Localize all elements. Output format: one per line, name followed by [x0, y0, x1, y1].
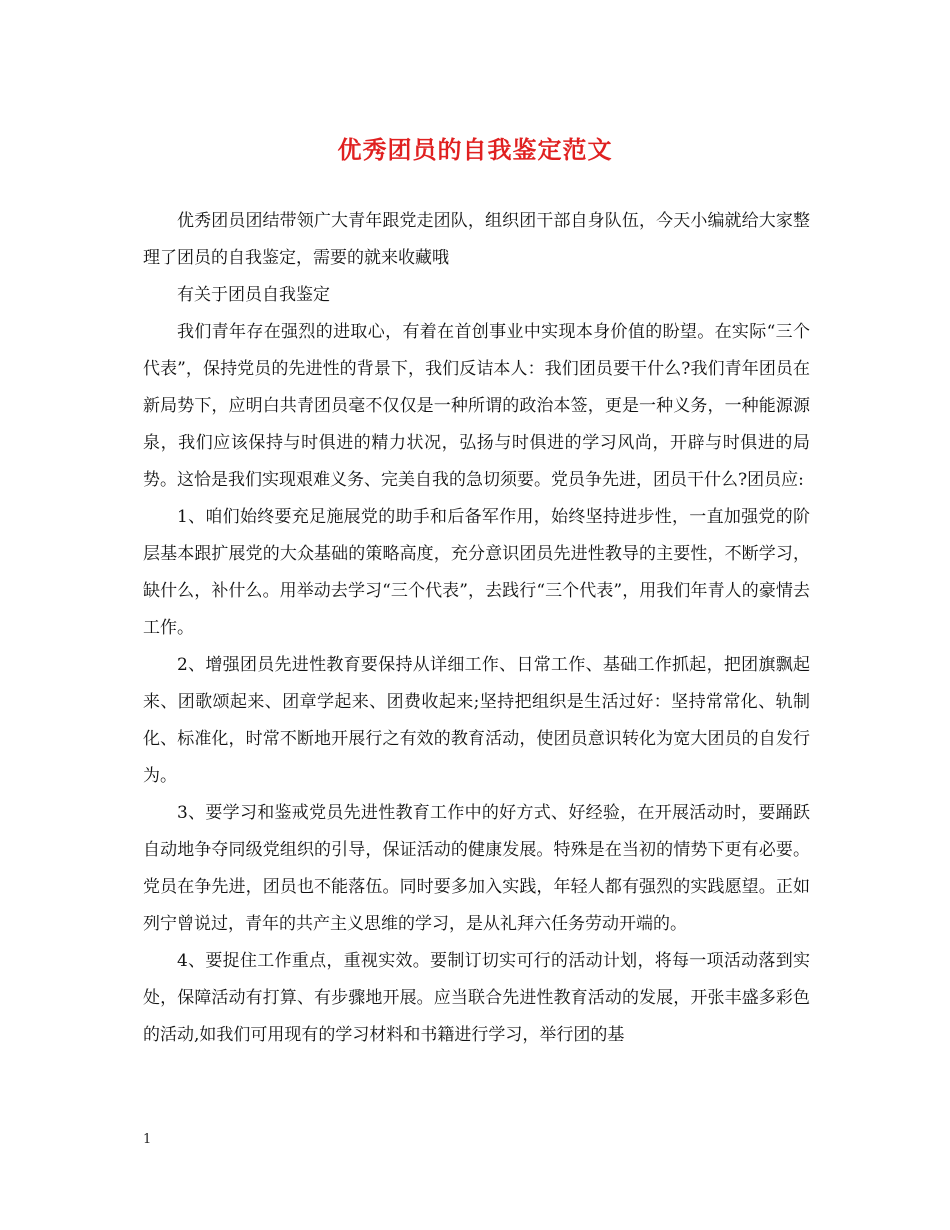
paragraph-intro: 优秀团员团结带领广大青年跟党走团队，组织团干部自身队伍，今天小编就给大家整理了团员的自我鉴定，需要的就来收藏哦 [143, 211, 810, 268]
page-number: 1 [143, 1132, 152, 1147]
paragraph-point-1: 1、咱们始终要充足施展党的助手和后备军作用，始终坚持进步性，一直加强党的阶层基本跟扩展党的大众基础的策略高度，充分意识团员先进性教导的主要性，不断学习，缺什么，补什么。用举动去学习“三个代表”，去践行“三个代表”，用我们年青人的豪情去工作。 [143, 507, 810, 638]
paragraph-point-3: 3、要学习和鉴戒党员先进性教育工作中的好方式、好经验，在开展活动时，要踊跃自动地争夺同级党组织的引导，保证活动的健康发展。特殊是在当初的情势下更有必要。党员在争先进，团员也不能落伍。同时要多加入实践，年轻人都有强烈的实践愿望。正如列宁曾说过，青年的共产主义思维的学习，是从礼拜六任务劳动开端的。 [143, 803, 810, 934]
paragraph-point-4: 4、要捉住工作重点，重视实效。要制订切实可行的活动计划，将每一项活动落到实处，保障活动有打算、有步骤地开展。应当联合先进性教育活动的发展，开张丰盛多彩色的活动,如我们可用现有的学习材料和书籍进行学习，举行团的基 [143, 951, 810, 1045]
paragraph-main: 我们青年存在强烈的进取心，有着在首创事业中实现本身价值的盼望。在实际“三个代表”，保持党员的先进性的背景下，我们反诘本人：我们团员要干什么?我们青年团员在新局势下，应明白共青团员毫不仅仅是一种所谓的政治本签，更是一种义务，一种能源源泉，我们应该保持与时俱进的精力状况，弘扬与时俱进的学习风尚，开辟与时俱进的局势。这恰是我们实现艰难义务、完美自我的急切须要。党员争先进，团员干什么?团员应: [143, 322, 810, 490]
document-body [143, 203, 810, 1054]
document-title: 优秀团员的自我鉴定范文 [337, 135, 613, 164]
paragraph-subheading: 有关于团员自我鉴定 [177, 285, 330, 305]
paragraph-point-2: 2、增强团员先进性教育要保持从详细工作、日常工作、基础工作抓起，把团旗飘起来、团歌颂起来、团章学起来、团费收起来;坚持把组织是生活过好：坚持常常化、轨制化、标准化，时常不断地开展行之有效的教育活动，使团员意识转化为宽大团员的自发行为。 [143, 655, 810, 786]
